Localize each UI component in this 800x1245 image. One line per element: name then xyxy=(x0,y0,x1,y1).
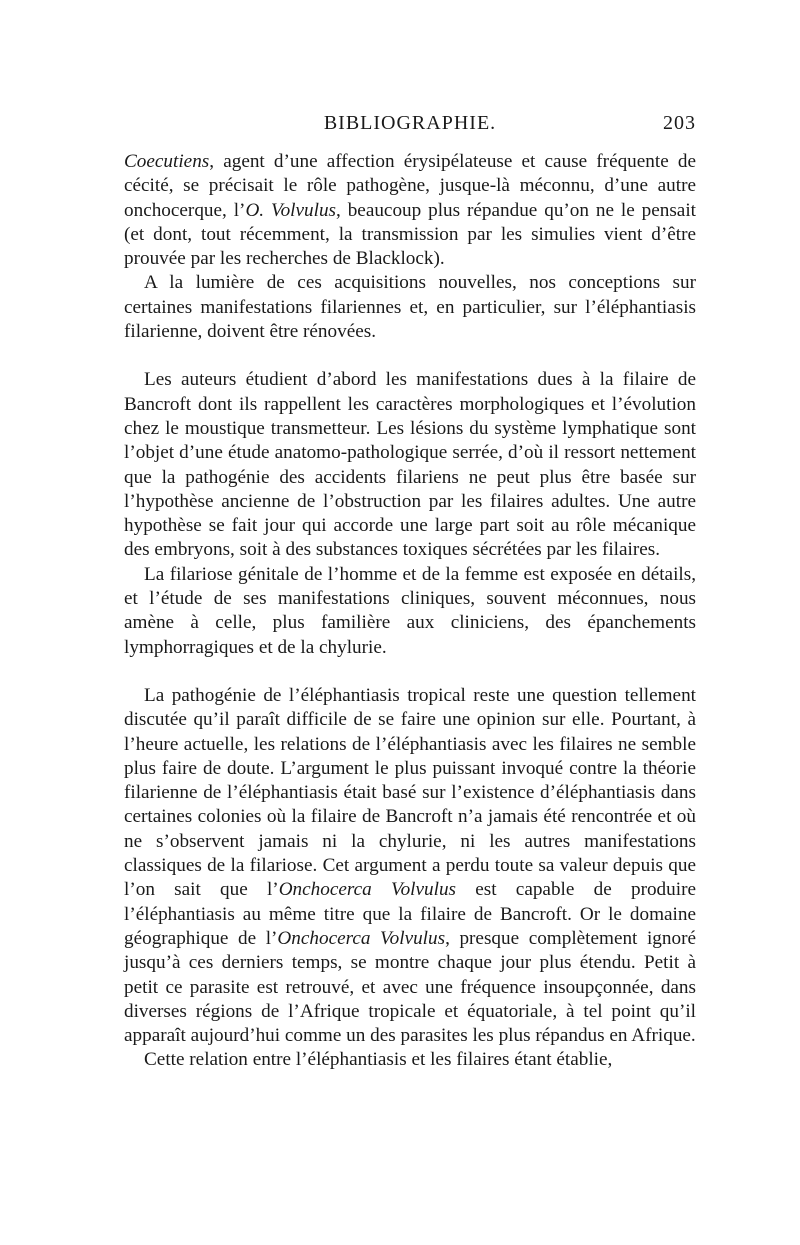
paragraph-gap xyxy=(124,344,696,368)
text-run: , agent d’une affection érysipélateuse et cause fréquente de cécité, se précisait le rôle pathogène, jusque-là méconnu, d’une autre onchocerque, l’ xyxy=(124,151,696,221)
species-name: Onchocerca Volvulus xyxy=(278,879,457,901)
paragraph-1 xyxy=(124,150,696,271)
page-number: 203 xyxy=(663,112,696,134)
page-body xyxy=(124,150,696,1073)
text-run: La pathogénie de l’éléphantiasis tropical reste une question tellement discutée qu’il paraît difficile de se faire une opinion sur elle. Pourtant, à l’heure actuelle, les relations de l’éléphantiasis avec les filaires ne semble plus faire de doute. L’argument le plus puissant invoqué contre la théorie filarienne de l’éléphantiasis était basé sur l’existence d’éléphantiasis dans certaines colonies où la filaire de Bancroft n’a jamais été rencontrée et où ne s’observent jamais ni la chylurie, ni les autres manifestations classiques de la filariose. Cet argument a perdu toute sa valeur depuis que l’on sait que l’ xyxy=(124,684,696,901)
header-title: BIBLIOGRAPHIE. xyxy=(323,112,497,134)
running-header xyxy=(124,112,696,142)
paragraph-6: Cette relation entre l’éléphantiasis et les filaires étant établie, xyxy=(144,1049,613,1071)
paragraph-gap xyxy=(124,660,696,684)
text-run: , presque complètement ignoré jusqu’à ces derniers temps, se montre chaque jour plus étendu. Petit à petit ce parasite est retrouvé, et avec une fréquence insoupçonnée, dans diverses régions de l’Afrique tropicale et équatoriale, à tel point qu’il apparaît aujourd’hui comme un des parasites les plus répandus en Afrique. xyxy=(124,927,696,1047)
paragraph-4: La filariose génitale de l’homme et de la femme est exposée en détails, et l’étude de ses manifestations cliniques, souvent méconnues, nous amène à celle, plus familière aux cliniciens, des épanchements lymphorragiques et de la chylurie. xyxy=(124,563,696,658)
paragraph-2: A la lumière de ces acquisitions nouvelles, nos conceptions sur certaines manifestations filariennes et, en particulier, sur l’éléphantiasis filarienne, doivent être rénovées. xyxy=(124,272,696,343)
species-name: Onchocerca Volvulus xyxy=(277,927,446,949)
paragraph-3: Les auteurs étudient d’abord les manifestations dues à la filaire de Bancroft dont ils rappellent les caractères morphologiques et l’évolution chez le moustique transmetteur. Les lésions du système lymphatique sont l’objet d’une étude anatomo-pathologique serrée, d’où il ressort nettement que la pathogénie des accidents filariens ne peut plus être basée sur l’hypothèse ancienne de l’obstruction par les filaires adultes. Une autre hypothèse se fait jour qui accorde une large part soit au rôle mécanique des embryons, soit à des substances toxiques sécrétées par les filaires. xyxy=(124,369,696,561)
species-name: Coecutiens xyxy=(124,151,210,172)
species-name: O. Volvulus xyxy=(245,199,337,221)
text-run: , beaucoup plus répandue qu’on ne le pensait (et dont, tout récemment, la transmission par les simulies vient d’être prouvée par les recherches de Blacklock). xyxy=(124,199,696,270)
text-run: est capable de produire l’éléphantiasis au même titre que la filaire de Bancroft. Or le domaine géographique de l’ xyxy=(124,879,696,949)
paragraph-5 xyxy=(124,684,696,1048)
